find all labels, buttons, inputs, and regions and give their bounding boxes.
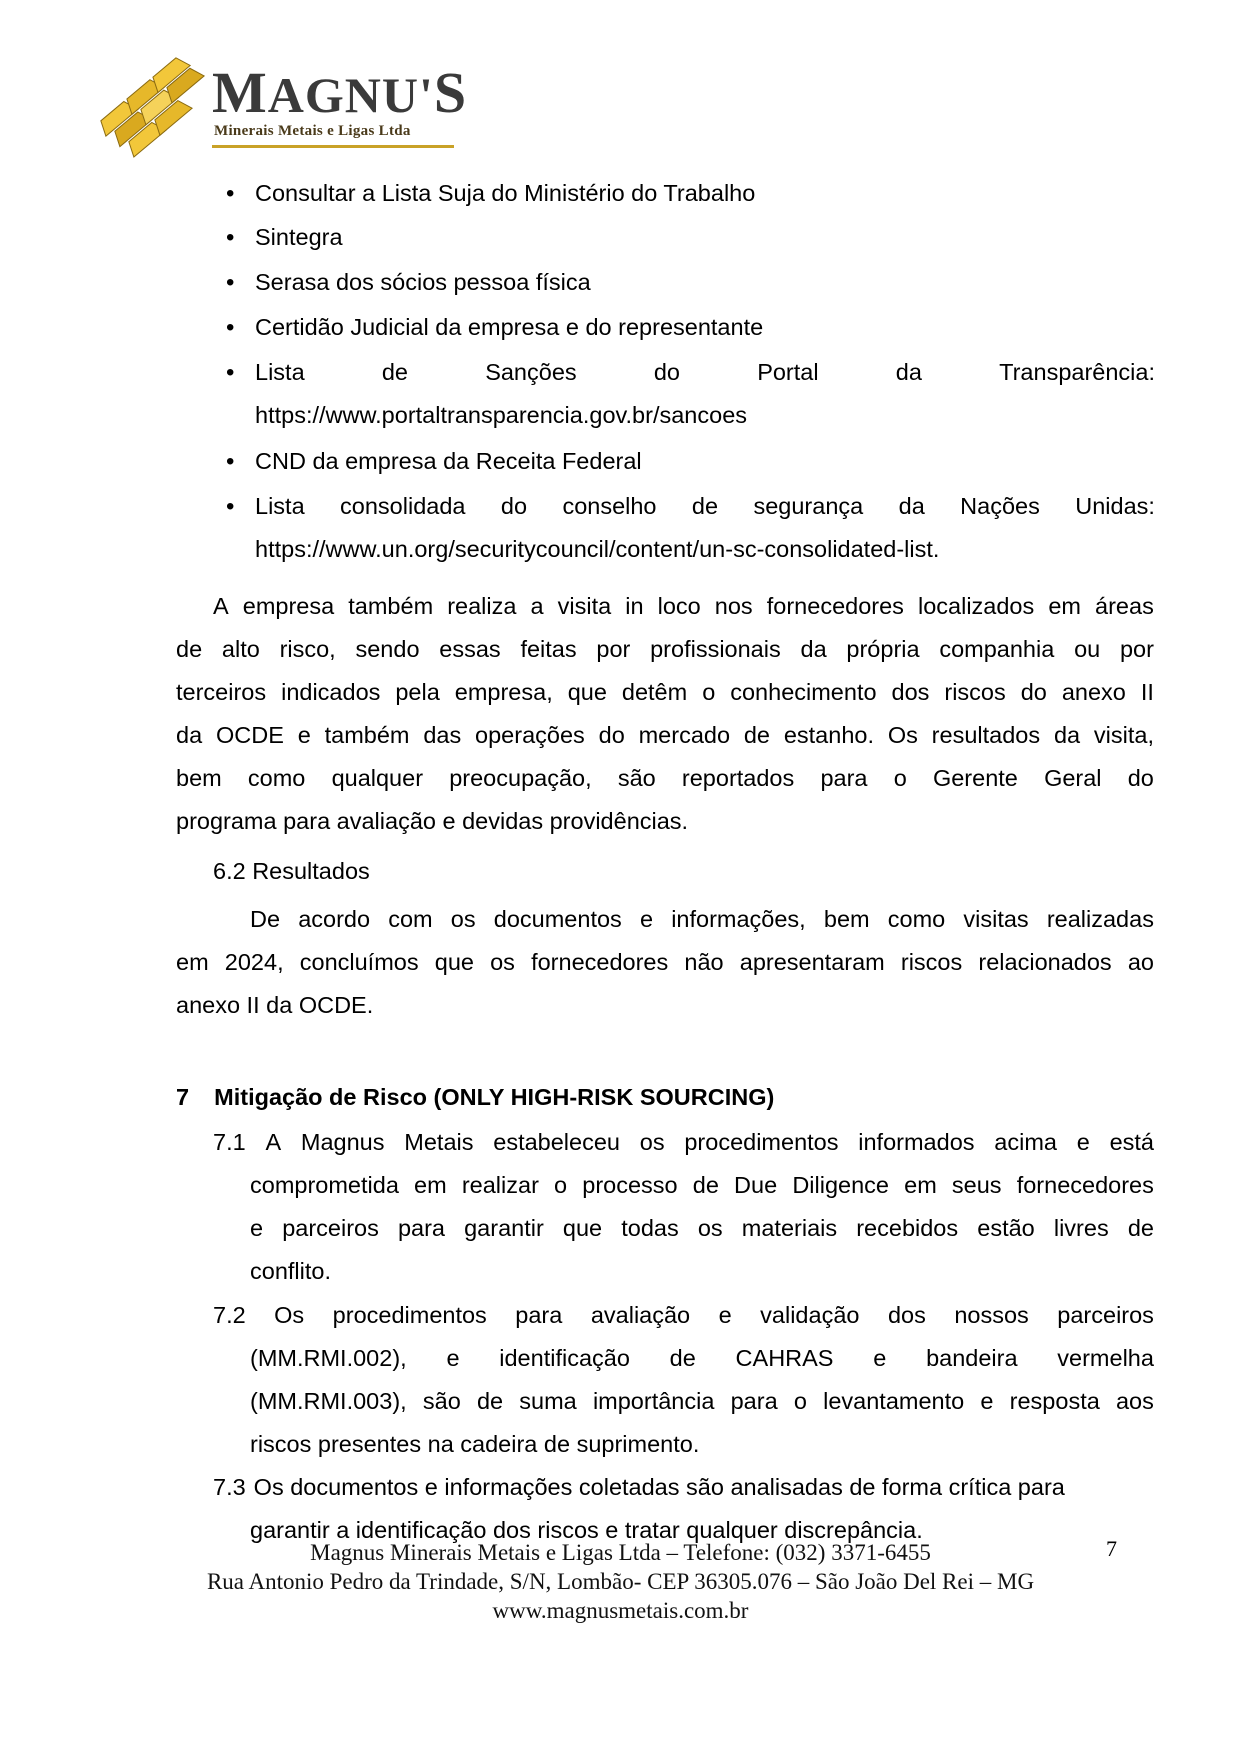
- section-number: 7: [176, 1084, 190, 1110]
- paragraph-line: programa para avaliação e devidas providências.: [176, 808, 689, 834]
- list-item-text: Certidão Judicial da empresa e do representante: [255, 314, 764, 340]
- list-item-text: Sintegra: [255, 224, 343, 250]
- company-logo: [92, 44, 472, 168]
- paragraph-line: garantir a identificação dos riscos e tratar qualquer discrepância.: [250, 1517, 923, 1543]
- paragraph-line: bem como qualquer preocupação, são reportados para o Gerente Geral do: [176, 765, 1154, 791]
- paragraph-line: 7.2 Os procedimentos para avaliação e validação dos nossos parceiros: [213, 1302, 1154, 1328]
- list-item-text: Serasa dos sócios pessoa física: [255, 269, 591, 295]
- section-title: Mitigação de Risco (ONLY HIGH-RISK SOURCING): [214, 1084, 775, 1110]
- list-item-text: Consultar a Lista Suja do Ministério do Trabalho: [255, 180, 756, 206]
- bullet-icon: •: [226, 493, 235, 520]
- logo-subtitle: Minerais Metais e Ligas Ltda: [214, 123, 411, 139]
- list-item: [226, 485, 1155, 571]
- paragraph-line: riscos presentes na cadeira de suprimento.: [250, 1431, 700, 1457]
- paragraph-line: comprometida em realizar o processo de Due Diligence em seus fornecedores: [250, 1172, 1154, 1198]
- paragraph-line: e parceiros para garantir que todas os materiais recebidos estão livres de: [250, 1215, 1154, 1241]
- list-item-text: Lista de Sanções do Portal da Transparência:: [255, 359, 1155, 385]
- paragraph-line: 7.1 A Magnus Metais estabeleceu os procedimentos informados acima e está: [213, 1129, 1154, 1155]
- paragraph-line: (MM.RMI.002), e identificação de CAHRAS e bandeira vermelha: [250, 1345, 1154, 1371]
- paragraph-line: (MM.RMI.003), são de suma importância para o levantamento e resposta aos: [250, 1388, 1154, 1414]
- footer-website-link[interactable]: www.magnusmetais.com.br: [492, 1598, 749, 1623]
- paragraph-line: anexo II da OCDE.: [176, 992, 374, 1018]
- section-item-7-2: [213, 1294, 1154, 1466]
- list-item-text: Lista consolidada do conselho de segurança da Nações Unidas:: [255, 493, 1155, 519]
- page-number: 7: [1106, 1536, 1117, 1561]
- list-item-text: CND da empresa da Receita Federal: [255, 448, 642, 474]
- paragraph-line: conflito.: [250, 1258, 331, 1284]
- gold-bars-icon: [92, 44, 212, 164]
- paragraph-line: em 2024, concluímos que os fornecedores não apresentaram riscos relacionados ao: [176, 949, 1154, 975]
- bullet-icon: •: [226, 448, 235, 475]
- paragraph-line: De acordo com os documentos e informações, bem como visitas realizadas: [250, 906, 1154, 932]
- bullet-icon: •: [226, 224, 235, 251]
- list-item: [226, 261, 1155, 304]
- list-item: [226, 306, 1155, 349]
- list-item: [226, 351, 1155, 437]
- section-item-7-1: [213, 1121, 1154, 1293]
- paragraph-line: de alto risco, sendo essas feitas por profissionais da própria companhia ou por: [176, 636, 1154, 662]
- sanctions-link[interactable]: https://www.portaltransparencia.gov.br/sancoes: [255, 402, 748, 428]
- list-item: [226, 172, 1155, 215]
- paragraph-line: A empresa também realiza a visita in loco nos fornecedores localizados em áreas: [213, 593, 1154, 619]
- footer-company-phone: Magnus Minerais Metais e Ligas Ltda – Telefone: (032) 3371-6455: [310, 1540, 931, 1565]
- bullet-icon: •: [226, 359, 235, 386]
- bullet-icon: •: [226, 269, 235, 296]
- list-item: [226, 216, 1155, 259]
- section-7-heading: [176, 1084, 774, 1111]
- visit-paragraph: [176, 585, 1154, 843]
- logo-underline: [212, 145, 454, 148]
- bullet-icon: •: [226, 314, 235, 341]
- bullet-icon: •: [226, 180, 235, 207]
- footer-address: Rua Antonio Pedro da Trindade, S/N, Lombão- CEP 36305.076 – São João Del Rei – MG: [206, 1569, 1035, 1594]
- section-6-2-title: 6.2 Resultados: [213, 858, 370, 884]
- paragraph-line: 7.3 Os documentos e informações coletadas são analisadas de forma crítica para: [213, 1474, 1065, 1500]
- page-footer: [0, 1538, 1241, 1625]
- un-consolidated-list-link[interactable]: https://www.un.org/securitycouncil/content/un-sc-consolidated-list.: [255, 536, 940, 562]
- logo-wordmark: MAGNU'S: [212, 60, 468, 125]
- paragraph-line: da OCDE e também das operações do mercado de estanho. Os resultados da visita,: [176, 722, 1154, 748]
- results-paragraph: [176, 898, 1154, 1027]
- list-item: [226, 440, 1155, 483]
- paragraph-line: terceiros indicados pela empresa, que detêm o conhecimento dos riscos do anexo II: [176, 679, 1154, 705]
